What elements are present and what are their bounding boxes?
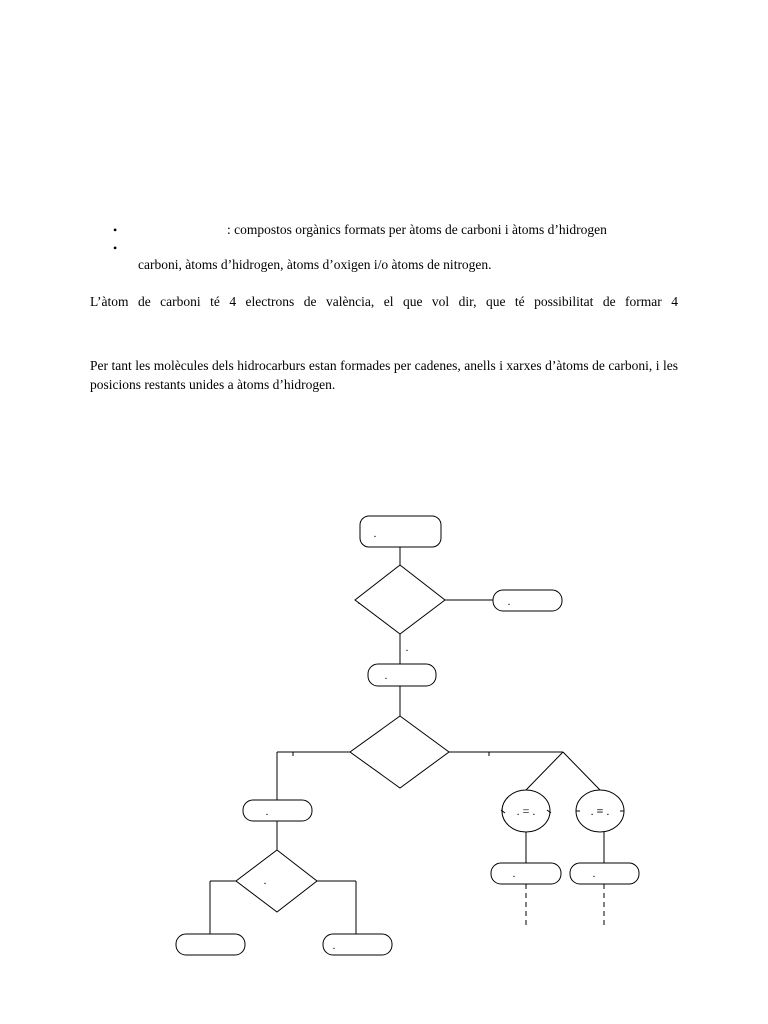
- flowchart-edge-dot: .: [405, 642, 409, 654]
- flowchart-double-bond-box: [491, 863, 561, 884]
- flowchart-left-box: [243, 800, 312, 821]
- list-bullet-2: •: [113, 241, 118, 255]
- flowchart-bottom-right-box-label: .: [332, 940, 336, 952]
- list-item-1-text: : compostos orgànics formats per àtoms de carboni i àtoms d’hidrogen: [227, 222, 607, 237]
- flowchart-right-box: [493, 590, 562, 611]
- paragraph-hydrocarbon-molecules: Per tant les molècules dels hidrocarburs estan formades per cadenes, anells i xarxes d’àtoms de carboni, i les posicions restants unides a àtoms d’hidrogen.: [90, 358, 678, 392]
- flowchart-decision-3-label: .: [263, 875, 267, 887]
- flowchart-top-box: [360, 516, 441, 547]
- flowchart-decision-1-label: .: [357, 595, 361, 607]
- flowchart-decision-3: [236, 850, 317, 912]
- flowchart-double-bond-label: . = .: [516, 804, 536, 818]
- flowchart-triple-bond-label: . ≡ .: [590, 804, 610, 818]
- flowchart-top-box-label: .: [373, 528, 377, 540]
- flowchart-mid-box-label: .: [384, 670, 388, 682]
- flowchart-triple-bond-box-label: .: [592, 868, 596, 880]
- flowchart-left-box-label: .: [265, 806, 269, 818]
- flowchart-decision-1: [355, 565, 445, 634]
- flowchart-right-box-label: .: [507, 596, 511, 608]
- flowchart-bottom-left-box: [176, 934, 245, 955]
- flowchart-double-bond-box-label: .: [512, 868, 516, 880]
- list-bullet-1: •: [113, 223, 118, 237]
- flowchart-decision-2: [350, 716, 449, 788]
- list-item-2-text: carboni, àtoms d’hidrogen, àtoms d’oxigen i/o àtoms de nitrogen.: [138, 257, 492, 272]
- flowchart-triple-bond-box: [570, 863, 639, 884]
- flowchart-mid-box: [368, 664, 436, 686]
- paragraph-carbon-valence: L’àtom de carboni té 4 electrons de valència, el que vol dir, que té possibilitat de formar 4: [90, 294, 678, 309]
